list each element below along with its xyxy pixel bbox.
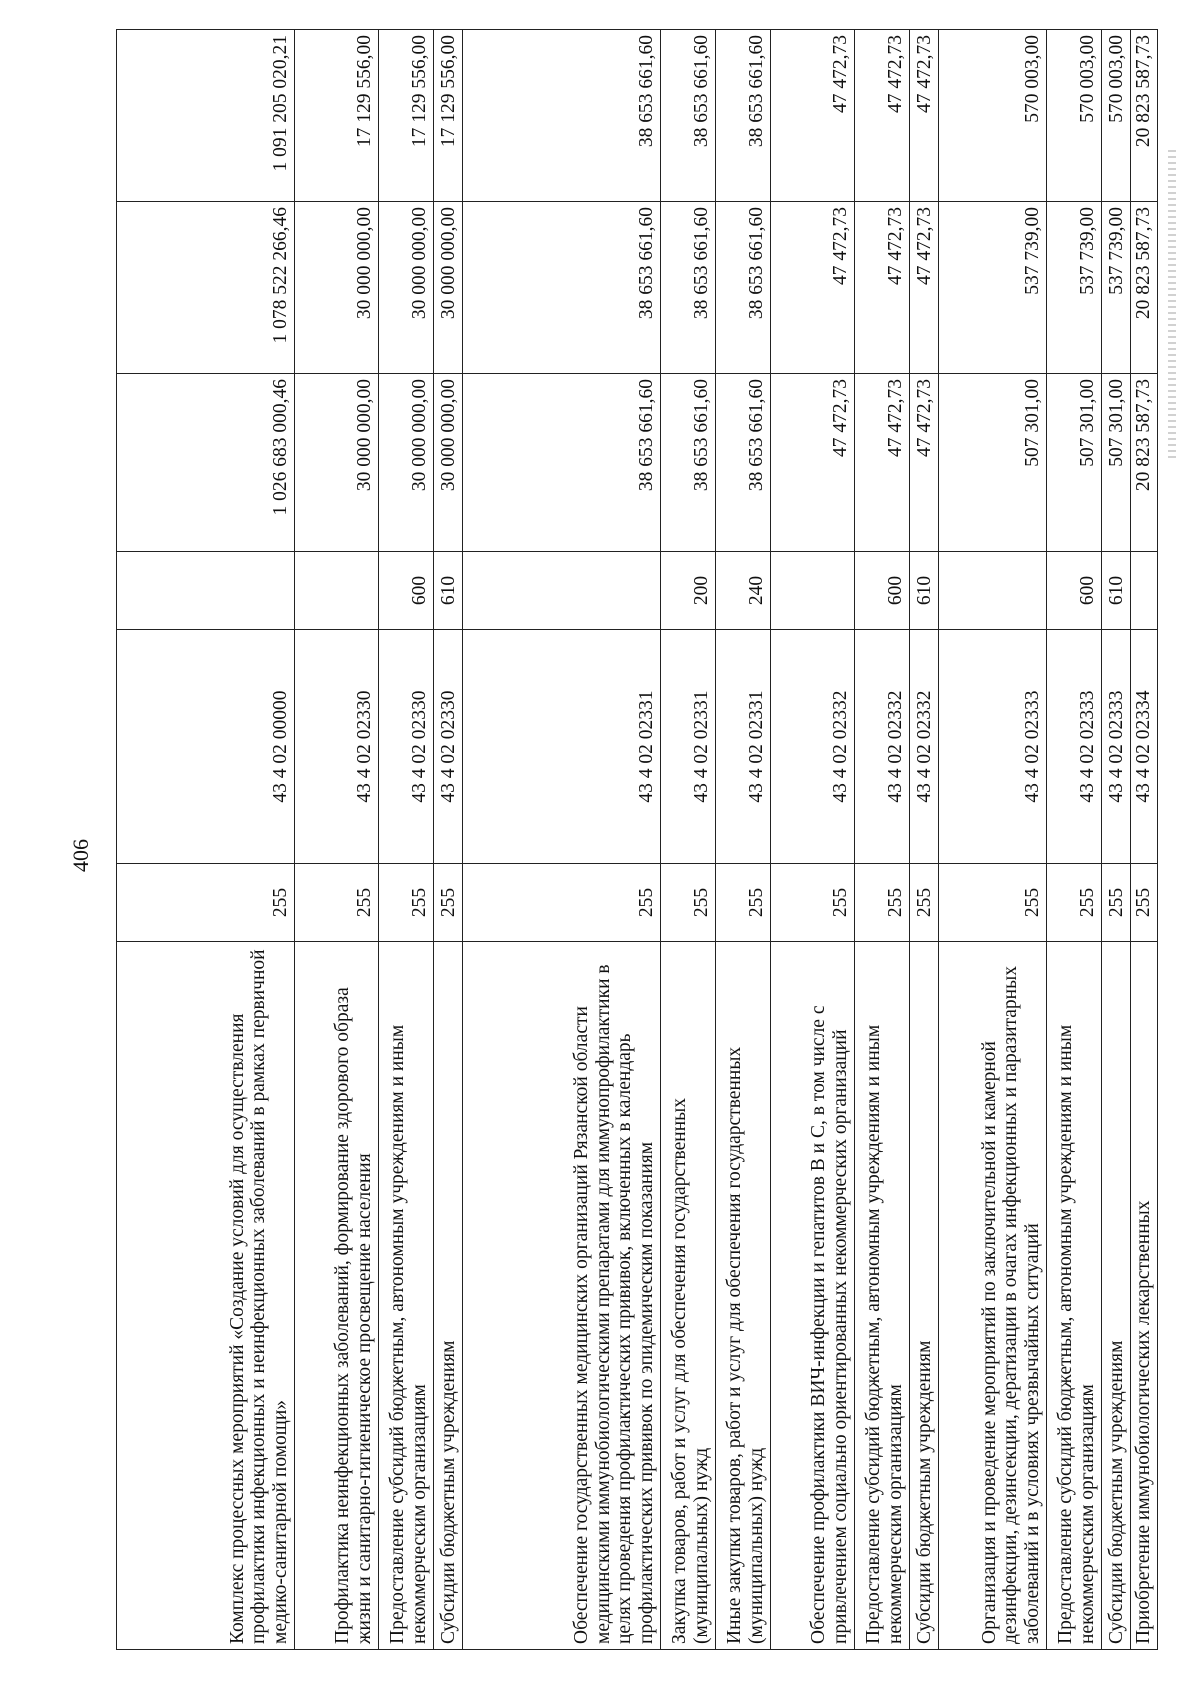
- row-ved-code: 255: [1102, 864, 1131, 942]
- row-target-article: 43 4 02 02330: [379, 630, 434, 864]
- row-ved-code: 255: [771, 864, 855, 942]
- row-amount-1: 30 000 000,00: [379, 374, 434, 552]
- row-expense-type: 600: [379, 552, 434, 630]
- row-expense-type: 610: [1102, 552, 1131, 630]
- budget-table-body: [117, 30, 1158, 1650]
- table-row: [716, 30, 771, 1650]
- row-expense-type: 600: [855, 552, 910, 630]
- row-amount-2: 537 739,00: [1047, 202, 1102, 374]
- row-target-article: 43 4 02 02333: [1047, 630, 1102, 864]
- row-target-article: 43 4 02 02331: [463, 630, 661, 864]
- row-ved-code: 255: [716, 864, 771, 942]
- row-amount-2: 47 472,73: [910, 202, 939, 374]
- row-amount-2: 38 653 661,60: [661, 202, 716, 374]
- row-name: Субсидии бюджетным учреждениям: [910, 942, 939, 1650]
- row-target-article: 43 4 02 02334: [1131, 630, 1158, 864]
- row-amount-3: 47 472,73: [855, 30, 910, 202]
- row-target-article: 43 4 02 02330: [295, 630, 379, 864]
- row-expense-type: [771, 552, 855, 630]
- row-amount-1: 47 472,73: [855, 374, 910, 552]
- row-amount-3: 570 003,00: [1047, 30, 1102, 202]
- row-amount-2: 30 000 000,00: [434, 202, 463, 374]
- row-target-article: 43 4 02 02332: [910, 630, 939, 864]
- table-row: [295, 30, 379, 1650]
- row-name: Обеспечение профилактики ВИЧ-инфекции и гепатитов В и С, в том числе с привлечением социально ориентированных некоммерческих организаций: [771, 942, 855, 1650]
- row-expense-type: 610: [434, 552, 463, 630]
- row-amount-3: 20 823 587,73: [1131, 30, 1158, 202]
- row-amount-2: 537 739,00: [1102, 202, 1131, 374]
- row-amount-1: 507 301,00: [939, 374, 1047, 552]
- row-amount-3: 1 091 205 020,21: [117, 30, 295, 202]
- row-ved-code: 255: [295, 864, 379, 942]
- row-amount-3: 570 003,00: [1102, 30, 1131, 202]
- table-row: [771, 30, 855, 1650]
- table-row: [117, 30, 295, 1650]
- row-name: Предоставление субсидий бюджетным, автономным учреждениям и иным некоммерческим организациям: [855, 942, 910, 1650]
- row-name: Субсидии бюджетным учреждениям: [434, 942, 463, 1650]
- row-amount-1: 38 653 661,60: [661, 374, 716, 552]
- row-ved-code: 255: [117, 864, 295, 942]
- row-ved-code: 255: [661, 864, 716, 942]
- row-amount-1: 38 653 661,60: [463, 374, 661, 552]
- row-amount-1: 507 301,00: [1047, 374, 1102, 552]
- row-amount-1: 38 653 661,60: [716, 374, 771, 552]
- page-number: 406: [68, 839, 93, 872]
- row-target-article: 43 4 02 02333: [1102, 630, 1131, 864]
- row-amount-2: 537 739,00: [939, 202, 1047, 374]
- row-amount-2: 20 823 587,73: [1131, 202, 1158, 374]
- row-amount-2: 1 078 522 266,46: [117, 202, 295, 374]
- row-amount-1: 30 000 000,00: [434, 374, 463, 552]
- row-amount-1: 20 823 587,73: [1131, 374, 1158, 552]
- row-amount-2: 38 653 661,60: [463, 202, 661, 374]
- row-amount-2: 30 000 000,00: [295, 202, 379, 374]
- row-amount-3: 17 129 556,00: [434, 30, 463, 202]
- row-amount-3: 47 472,73: [771, 30, 855, 202]
- row-expense-type: 200: [661, 552, 716, 630]
- table-row: [939, 30, 1047, 1650]
- row-name: Приобретение иммунобиологических лекарственных: [1131, 942, 1158, 1650]
- table-row: [661, 30, 716, 1650]
- row-name: Профилактика неинфекционных заболеваний, формирование здорового образа жизни и санитарно-гигиеническое просвещение населения: [295, 942, 379, 1650]
- row-target-article: 43 4 02 02333: [939, 630, 1047, 864]
- row-amount-1: 47 472,73: [771, 374, 855, 552]
- row-name: Организация и проведение мероприятий по заключительной и камерной дезинфекции, дезинсекции, дератизации в очагах инфекционных и паразитарных заболеваний и в условиях чрезвычайных ситуаций: [939, 942, 1047, 1650]
- row-ved-code: 255: [939, 864, 1047, 942]
- row-target-article: 43 4 02 02331: [716, 630, 771, 864]
- row-name: Предоставление субсидий бюджетным, автономным учреждениям и иным некоммерческим организациям: [1047, 942, 1102, 1650]
- table-row: [1131, 30, 1158, 1650]
- row-expense-type: 240: [716, 552, 771, 630]
- row-amount-2: 38 653 661,60: [716, 202, 771, 374]
- row-amount-1: 507 301,00: [1102, 374, 1131, 552]
- row-name: Иные закупки товаров, работ и услуг для обеспечения государственных (муниципальных) нужд: [716, 942, 771, 1650]
- row-name: Субсидии бюджетным учреждениям: [1102, 942, 1131, 1650]
- row-amount-3: 38 653 661,60: [661, 30, 716, 202]
- row-ved-code: 255: [855, 864, 910, 942]
- row-amount-3: 17 129 556,00: [295, 30, 379, 202]
- row-expense-type: [295, 552, 379, 630]
- row-ved-code: 255: [434, 864, 463, 942]
- row-amount-3: 38 653 661,60: [716, 30, 771, 202]
- row-expense-type: [463, 552, 661, 630]
- row-amount-3: 38 653 661,60: [463, 30, 661, 202]
- row-amount-3: 570 003,00: [939, 30, 1047, 202]
- row-expense-type: 610: [910, 552, 939, 630]
- row-name: Предоставление субсидий бюджетным, автономным учреждениям и иным некоммерческим организациям: [379, 942, 434, 1650]
- row-name: Обеспечение государственных медицинских организаций Рязанской области медицинскими иммунобиологическими препаратами для иммунопрофилактики в целях проведения профилактических прививок, включенных в календарь профилактических прививок по эпидемическим показаниям: [463, 942, 661, 1650]
- row-amount-2: 30 000 000,00: [379, 202, 434, 374]
- row-target-article: 43 4 02 02332: [855, 630, 910, 864]
- table-row: [463, 30, 661, 1650]
- row-amount-1: 47 472,73: [910, 374, 939, 552]
- budget-table-container: [116, 30, 1155, 1650]
- row-expense-type: [117, 552, 295, 630]
- row-ved-code: 255: [1131, 864, 1158, 942]
- row-target-article: 43 4 02 00000: [117, 630, 295, 864]
- row-amount-3: 17 129 556,00: [379, 30, 434, 202]
- row-name: Комплекс процессных мероприятий «Создание условий для осуществления профилактики инфекционных и неинфекционных заболеваний в рамках первичной медико-санитарной помощи»: [117, 942, 295, 1650]
- row-amount-1: 1 026 683 000,46: [117, 374, 295, 552]
- scan-artifact: [1168, 150, 1176, 460]
- row-amount-3: 47 472,73: [910, 30, 939, 202]
- row-expense-type: [939, 552, 1047, 630]
- row-expense-type: 600: [1047, 552, 1102, 630]
- row-ved-code: 255: [379, 864, 434, 942]
- row-name: Закупка товаров, работ и услуг для обеспечения государственных (муниципальных) нужд: [661, 942, 716, 1650]
- budget-table: [116, 29, 1158, 1650]
- table-row: [434, 30, 463, 1650]
- row-target-article: 43 4 02 02332: [771, 630, 855, 864]
- table-row: [379, 30, 434, 1650]
- table-row: [1102, 30, 1131, 1650]
- table-row: [910, 30, 939, 1650]
- row-amount-2: 47 472,73: [855, 202, 910, 374]
- row-expense-type: [1131, 552, 1158, 630]
- row-amount-1: 30 000 000,00: [295, 374, 379, 552]
- row-ved-code: 255: [463, 864, 661, 942]
- row-target-article: 43 4 02 02331: [661, 630, 716, 864]
- table-row: [1047, 30, 1102, 1650]
- row-ved-code: 255: [910, 864, 939, 942]
- row-target-article: 43 4 02 02330: [434, 630, 463, 864]
- row-amount-2: 47 472,73: [771, 202, 855, 374]
- row-ved-code: 255: [1047, 864, 1102, 942]
- table-row: [855, 30, 910, 1650]
